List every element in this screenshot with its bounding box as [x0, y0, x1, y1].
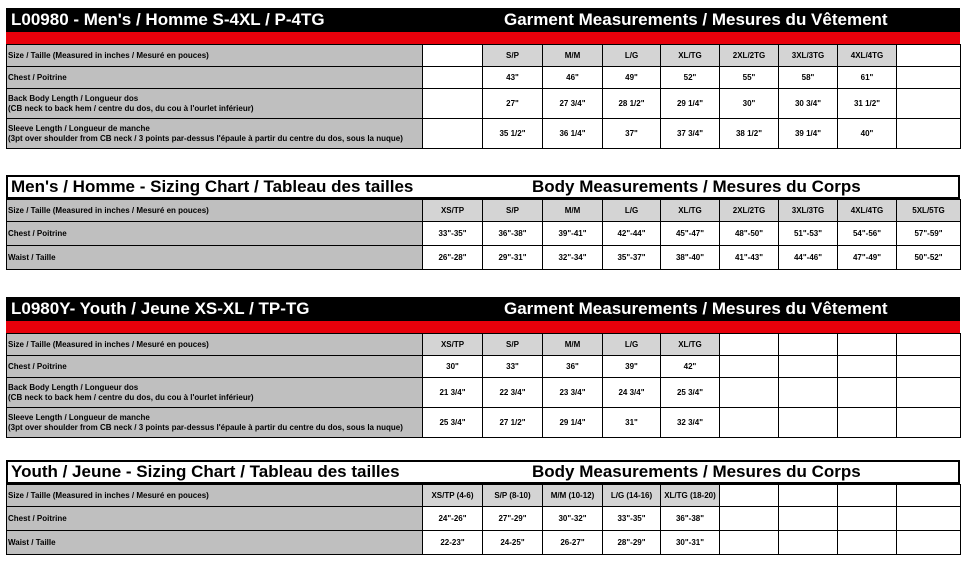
table-row: [7, 378, 961, 408]
men-body-section: [6, 175, 960, 270]
men-garment-header: [6, 8, 960, 32]
value-cell: 22-23": [423, 531, 483, 555]
row-label: [7, 485, 423, 507]
value-cell: [897, 378, 961, 408]
value-cell: 24 3/4": [603, 378, 661, 408]
men-garment-table: [6, 44, 961, 149]
size-header-cell: L/G: [603, 200, 661, 222]
value-cell: [897, 67, 961, 89]
value-cell: 27 1/2": [483, 408, 543, 438]
value-cell: [897, 531, 961, 555]
value-cell: 36": [543, 356, 603, 378]
youth-garment-header: [6, 297, 960, 321]
value-cell: [779, 531, 838, 555]
size-header-cell: 4XL/4TG: [838, 45, 897, 67]
value-cell: 35 1/2": [483, 119, 543, 149]
value-cell: [838, 531, 897, 555]
table-row: [7, 334, 961, 356]
value-cell: 27"-29": [483, 507, 543, 531]
value-cell: 37 3/4": [661, 119, 720, 149]
value-cell: 28 1/2": [603, 89, 661, 119]
table-row: [7, 485, 961, 507]
value-cell: [897, 507, 961, 531]
size-header-cell: [779, 334, 838, 356]
row-label: [7, 334, 423, 356]
men-garment-title: L00980 - Men's / Homme S-4XL / P-4TG: [11, 10, 325, 29]
table-row: [7, 531, 961, 555]
youth-body-subtitle: Body Measurements / Mesures du Corps: [532, 462, 861, 481]
empty-cell: [423, 89, 483, 119]
size-header-cell: S/P: [483, 200, 543, 222]
value-cell: 40": [838, 119, 897, 149]
size-header-cell: [897, 485, 961, 507]
value-cell: 42": [661, 356, 720, 378]
row-label-text: Chest / Poitrine: [8, 361, 67, 371]
youth-body-title: Youth / Jeune - Sizing Chart / Tableau des tailles: [11, 462, 400, 481]
value-cell: [838, 378, 897, 408]
table-row: [7, 408, 961, 438]
size-header-cell: [838, 334, 897, 356]
value-cell: 23 3/4": [543, 378, 603, 408]
size-header-cell: 3XL/3TG: [779, 200, 838, 222]
value-cell: [897, 119, 961, 149]
value-cell: [897, 408, 961, 438]
size-header-cell: L/G (14-16): [603, 485, 661, 507]
size-header-cell: 4XL/4TG: [838, 200, 897, 222]
value-cell: 39 1/4": [779, 119, 838, 149]
row-label: [7, 531, 423, 555]
size-header-cell: 5XL/5TG: [897, 200, 961, 222]
row-label: [7, 246, 423, 270]
size-header-cell: S/P: [483, 334, 543, 356]
size-header-cell: 2XL/2TG: [720, 45, 779, 67]
value-cell: [838, 408, 897, 438]
table-row: [7, 89, 961, 119]
men-garment-subtitle: Garment Measurements / Mesures du Vêtement: [504, 10, 888, 29]
row-label: [7, 507, 423, 531]
value-cell: 37": [603, 119, 661, 149]
size-header-cell: M/M: [543, 200, 603, 222]
size-header-cell: 2XL/2TG: [720, 200, 779, 222]
youth-body-section: [6, 460, 960, 555]
size-header-cell: M/M: [543, 45, 603, 67]
row-label: [7, 119, 423, 149]
youth-body-table: [6, 484, 961, 555]
row-label-text: Back Body Length / Longueur dos: [8, 93, 139, 103]
size-header-cell: L/G: [603, 45, 661, 67]
size-header-cell: M/M: [543, 334, 603, 356]
value-cell: 29 1/4": [661, 89, 720, 119]
value-cell: 30": [720, 89, 779, 119]
value-cell: 30": [423, 356, 483, 378]
size-header-cell: M/M (10-12): [543, 485, 603, 507]
size-header-cell: [779, 485, 838, 507]
size-header-cell: 3XL/3TG: [779, 45, 838, 67]
row-label: [7, 222, 423, 246]
row-label: [7, 408, 423, 438]
value-cell: [720, 531, 779, 555]
red-accent-bar: [6, 321, 960, 333]
value-cell: 30 3/4": [779, 89, 838, 119]
row-label-subtext: (3pt over shoulder from CB neck / 3 points par-dessus l'épaule à partir du centre du dos, sous la nuque): [8, 422, 403, 432]
row-label-text: Chest / Poitrine: [8, 513, 67, 523]
value-cell: 22 3/4": [483, 378, 543, 408]
table-row: [7, 356, 961, 378]
value-cell: 30"-32": [543, 507, 603, 531]
row-label-text: Waist / Taille: [8, 252, 56, 262]
value-cell: [779, 507, 838, 531]
empty-cell: [423, 45, 483, 67]
men-body-header: [6, 175, 960, 199]
value-cell: 33"-35": [603, 507, 661, 531]
table-row: [7, 67, 961, 89]
value-cell: 51"-53": [779, 222, 838, 246]
men-body-table: [6, 199, 961, 270]
value-cell: 46": [543, 67, 603, 89]
value-cell: 39"-41": [543, 222, 603, 246]
size-header-cell: [897, 334, 961, 356]
value-cell: [720, 408, 779, 438]
table-row: [7, 507, 961, 531]
value-cell: 61": [838, 67, 897, 89]
men-body-subtitle: Body Measurements / Mesures du Corps: [532, 177, 861, 196]
row-label-subtext: (CB neck to back hem / centre du dos, du cou à l'ourlet inférieur): [8, 103, 254, 113]
value-cell: 44"-46": [779, 246, 838, 270]
row-label-text: Size / Taille (Measured in inches / Mesuré en pouces): [8, 205, 209, 215]
value-cell: [897, 89, 961, 119]
value-cell: 25 3/4": [423, 408, 483, 438]
table-row: [7, 119, 961, 149]
value-cell: 21 3/4": [423, 378, 483, 408]
youth-garment-table: [6, 333, 961, 438]
row-label-subtext: (CB neck to back hem / centre du dos, du cou à l'ourlet inférieur): [8, 392, 254, 402]
value-cell: 57"-59": [897, 222, 961, 246]
value-cell: 25 3/4": [661, 378, 720, 408]
row-label-text: Chest / Poitrine: [8, 72, 67, 82]
youth-garment-subtitle: Garment Measurements / Mesures du Vêtement: [504, 299, 888, 318]
value-cell: 28"-29": [603, 531, 661, 555]
row-label-text: Sleeve Length / Longueur de manche: [8, 412, 150, 422]
row-label-text: Size / Taille (Measured in inches / Mesuré en pouces): [8, 490, 209, 500]
value-cell: [720, 356, 779, 378]
table-row: [7, 200, 961, 222]
value-cell: 38 1/2": [720, 119, 779, 149]
value-cell: [779, 378, 838, 408]
size-header-cell: S/P (8-10): [483, 485, 543, 507]
value-cell: 29 1/4": [543, 408, 603, 438]
value-cell: [838, 356, 897, 378]
row-label-text: Back Body Length / Longueur dos: [8, 382, 139, 392]
table-row: [7, 222, 961, 246]
value-cell: [838, 507, 897, 531]
table-row: [7, 45, 961, 67]
value-cell: [779, 408, 838, 438]
value-cell: 36 1/4": [543, 119, 603, 149]
size-header-cell: S/P: [483, 45, 543, 67]
value-cell: 27 3/4": [543, 89, 603, 119]
row-label-subtext: (3pt over shoulder from CB neck / 3 points par-dessus l'épaule à partir du centre du dos, sous la nuque): [8, 133, 403, 143]
size-header-cell: [838, 485, 897, 507]
value-cell: 31": [603, 408, 661, 438]
value-cell: 24"-26": [423, 507, 483, 531]
value-cell: 41"-43": [720, 246, 779, 270]
value-cell: 33"-35": [423, 222, 483, 246]
row-label: [7, 89, 423, 119]
row-label: [7, 67, 423, 89]
row-label-text: Size / Taille (Measured in inches / Mesuré en pouces): [8, 50, 209, 60]
row-label-text: Size / Taille (Measured in inches / Mesuré en pouces): [8, 339, 209, 349]
value-cell: 31 1/2": [838, 89, 897, 119]
row-label: [7, 356, 423, 378]
row-label: [7, 45, 423, 67]
value-cell: 55": [720, 67, 779, 89]
size-header-cell: XL/TG: [661, 45, 720, 67]
row-label-text: Chest / Poitrine: [8, 228, 67, 238]
value-cell: 26-27": [543, 531, 603, 555]
size-header-cell: XS/TP: [423, 200, 483, 222]
size-header-cell: [720, 485, 779, 507]
youth-body-header: [6, 460, 960, 484]
value-cell: 30"-31": [661, 531, 720, 555]
value-cell: 32"-34": [543, 246, 603, 270]
size-header-cell: XS/TP: [423, 334, 483, 356]
value-cell: 38"-40": [661, 246, 720, 270]
value-cell: 36"-38": [483, 222, 543, 246]
value-cell: 45"-47": [661, 222, 720, 246]
men-body-title: Men's / Homme - Sizing Chart / Tableau des tailles: [11, 177, 414, 196]
size-header-cell: L/G: [603, 334, 661, 356]
empty-cell: [423, 119, 483, 149]
row-label-text: Waist / Taille: [8, 537, 56, 547]
value-cell: 52": [661, 67, 720, 89]
value-cell: [720, 507, 779, 531]
youth-garment-title: L0980Y- Youth / Jeune XS-XL / TP-TG: [11, 299, 310, 318]
table-row: [7, 246, 961, 270]
value-cell: 33": [483, 356, 543, 378]
size-header-cell: XL/TG: [661, 334, 720, 356]
size-header-cell: [897, 45, 961, 67]
empty-cell: [423, 67, 483, 89]
size-header-cell: XS/TP (4-6): [423, 485, 483, 507]
size-header-cell: XL/TG: [661, 200, 720, 222]
row-label: [7, 200, 423, 222]
value-cell: 50"-52": [897, 246, 961, 270]
value-cell: 47"-49": [838, 246, 897, 270]
value-cell: 26"-28": [423, 246, 483, 270]
value-cell: 24-25": [483, 531, 543, 555]
value-cell: 36"-38": [661, 507, 720, 531]
value-cell: [897, 356, 961, 378]
value-cell: [720, 378, 779, 408]
value-cell: 29"-31": [483, 246, 543, 270]
men-garment-section: [6, 8, 960, 149]
value-cell: 32 3/4": [661, 408, 720, 438]
row-label-text: Sleeve Length / Longueur de manche: [8, 123, 150, 133]
value-cell: 39": [603, 356, 661, 378]
youth-garment-section: [6, 297, 960, 438]
size-header-cell: [720, 334, 779, 356]
value-cell: 49": [603, 67, 661, 89]
red-accent-bar: [6, 32, 960, 44]
size-header-cell: XL/TG (18-20): [661, 485, 720, 507]
value-cell: 35"-37": [603, 246, 661, 270]
value-cell: 48"-50": [720, 222, 779, 246]
value-cell: 54"-56": [838, 222, 897, 246]
value-cell: 42"-44": [603, 222, 661, 246]
value-cell: 43": [483, 67, 543, 89]
value-cell: 27": [483, 89, 543, 119]
value-cell: 58": [779, 67, 838, 89]
value-cell: [779, 356, 838, 378]
row-label: [7, 378, 423, 408]
